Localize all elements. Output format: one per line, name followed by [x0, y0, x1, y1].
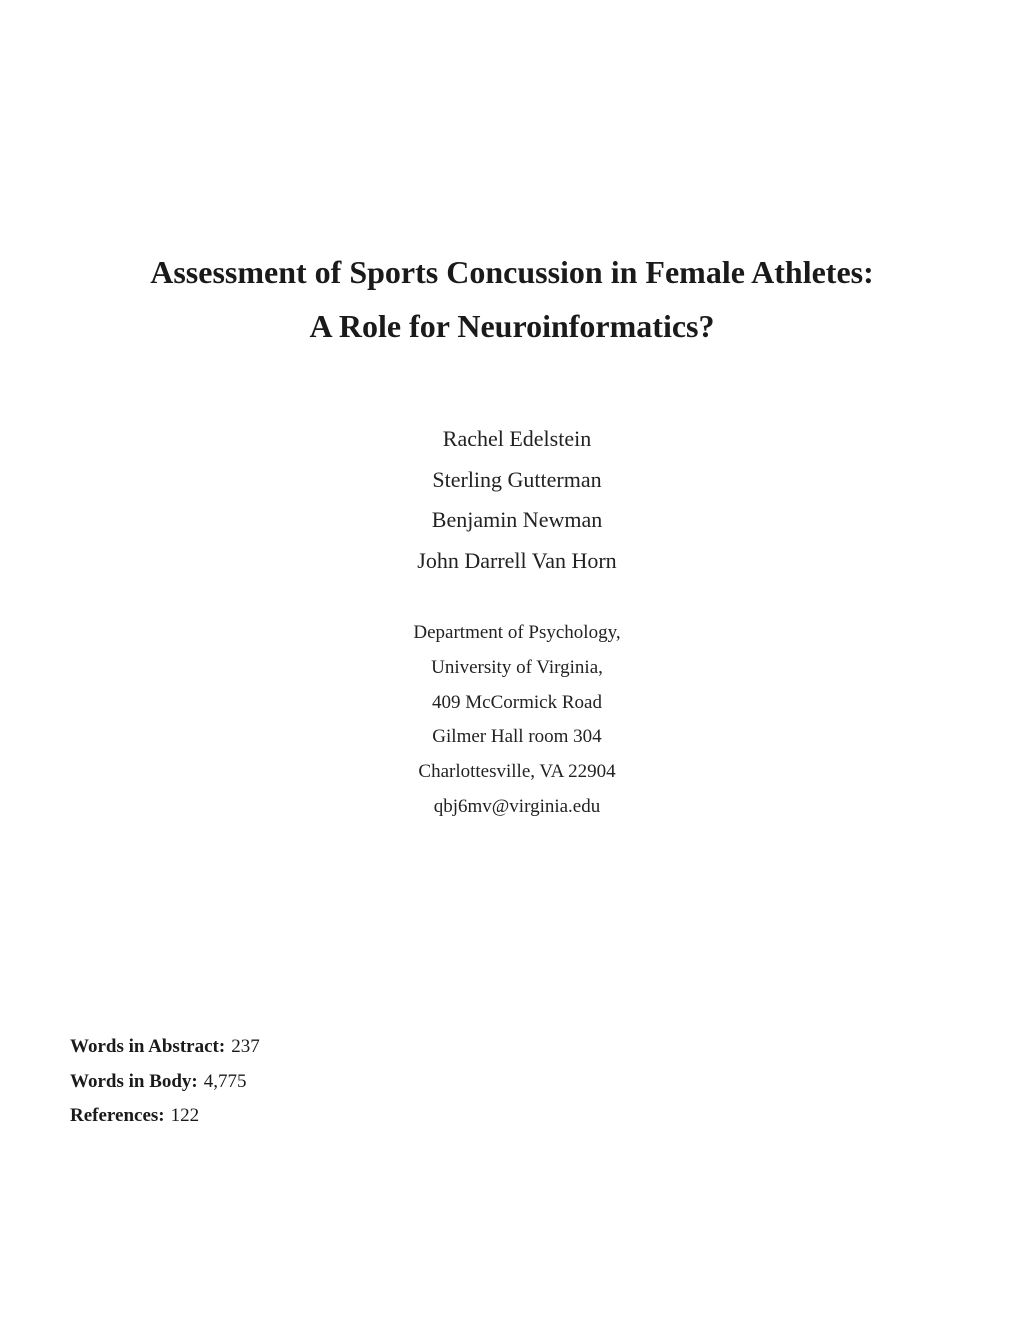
author-name: Rachel Edelstein — [442, 426, 592, 451]
count-value: 4,775 — [203, 1070, 247, 1092]
count-row-abstract — [70, 1030, 260, 1065]
affiliation-street: 409 McCormick Road — [432, 691, 602, 713]
author-name: John Darrell Van Horn — [417, 547, 617, 573]
count-row-references — [70, 1099, 260, 1134]
affiliation-block — [0, 616, 1024, 825]
count-label: References: — [70, 1105, 165, 1126]
author-name: Benjamin Newman — [431, 507, 603, 532]
count-label: Words in Body: — [70, 1070, 198, 1092]
count-row-body — [70, 1065, 260, 1100]
title-line-1: Assessment of Sports Concussion in Female Athletes: — [150, 254, 874, 290]
affiliation-room: Gilmer Hall room 304 — [432, 726, 602, 748]
count-value: 122 — [170, 1105, 200, 1126]
affiliation-department: Department of Psychology, — [413, 622, 621, 643]
count-value: 237 — [231, 1036, 260, 1057]
title-line-2: A Role for Neuroinformatics? — [309, 308, 715, 344]
count-label: Words in Abstract: — [70, 1036, 226, 1057]
author-list — [0, 419, 1024, 581]
affiliation-email: qbj6mv@virginia.edu — [433, 795, 601, 817]
paper-title — [0, 245, 1024, 353]
author-name: Sterling Gutterman — [432, 466, 602, 492]
affiliation-university: University of Virginia, — [431, 656, 603, 678]
manuscript-counts — [70, 1030, 260, 1134]
affiliation-city: Charlottesville, VA 22904 — [418, 761, 616, 783]
